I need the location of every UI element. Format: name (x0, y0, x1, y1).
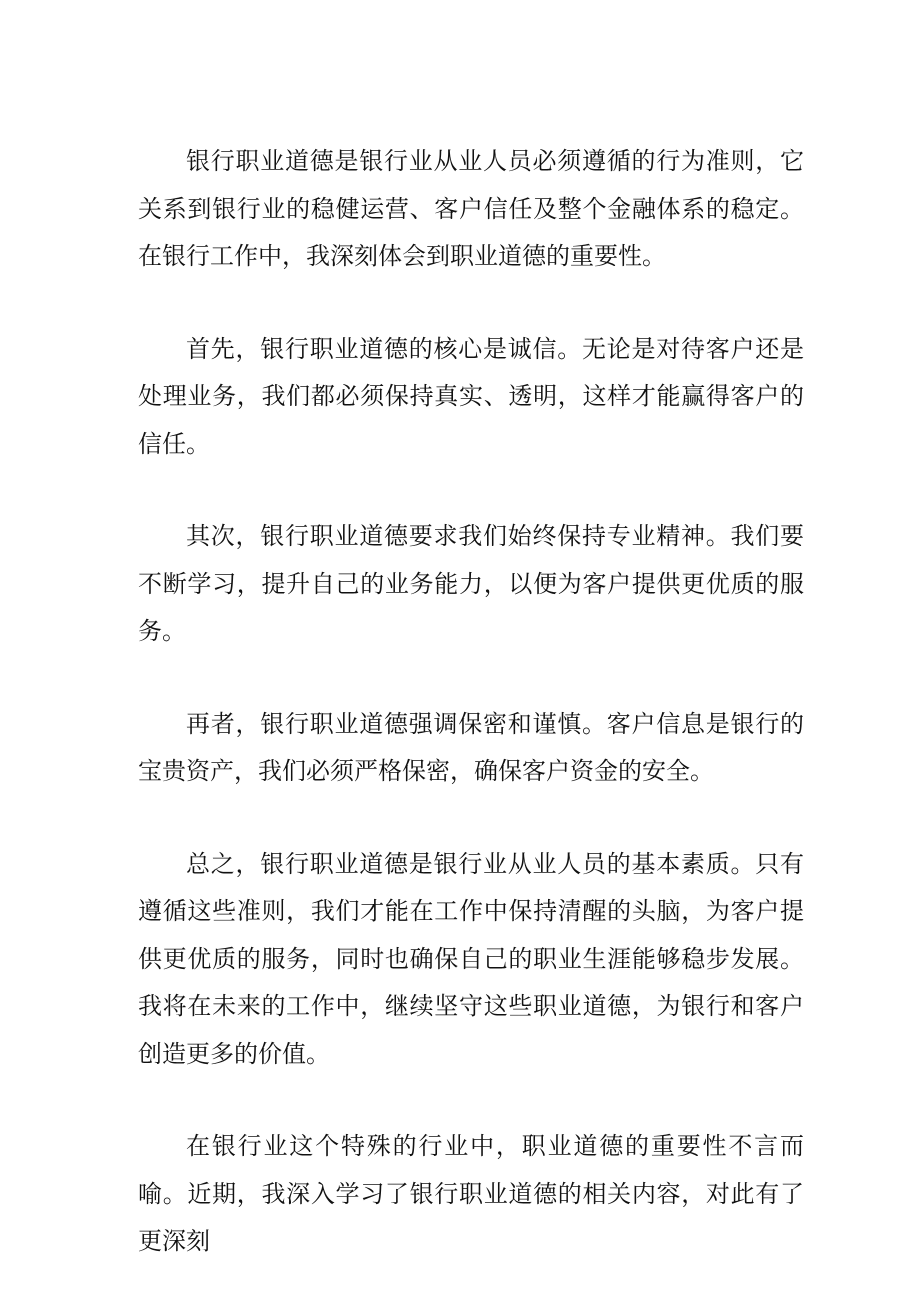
paragraph-conclusion: 总之，银行职业道德是银行业从业人员的基本素质。只有遵循这些准则，我们才能在工作中保持清醒的头脑，为客户提供更优质的服务，同时也确保自己的职业生涯能够稳步发展。我将在未来的工作中，继续坚守这些职业道德，为银行和客户创造更多的价值。 (138, 849, 804, 1068)
paragraph-integrity: 首先，银行职业道德的核心是诚信。无论是对待客户还是处理业务，我们都必须保持真实、透明，这样才能赢得客户的信任。 (138, 334, 804, 458)
paragraph-professionalism: 其次，银行职业道德要求我们始终保持专业精神。我们要不断学习，提升自己的业务能力，以便为客户提供更优质的服务。 (138, 522, 804, 645)
paragraph-confidentiality: 再者，银行职业道德强调保密和谨慎。客户信息是银行的宝贵资产，我们必须严格保密，确保客户资金的安全。 (138, 709, 804, 785)
document-body (138, 138, 804, 1266)
paragraph-intro: 银行职业道德是银行业从业人员必须遵循的行为准则，它关系到银行业的稳健运营、客户信任及整个金融体系的稳定。在银行工作中，我深刻体会到职业道德的重要性。 (138, 147, 804, 270)
paragraph-continuation: 在银行业这个特殊的行业中，职业道德的重要性不言而喻。近期，我深入学习了银行职业道德的相关内容，对此有了更深刻 (138, 1132, 804, 1255)
